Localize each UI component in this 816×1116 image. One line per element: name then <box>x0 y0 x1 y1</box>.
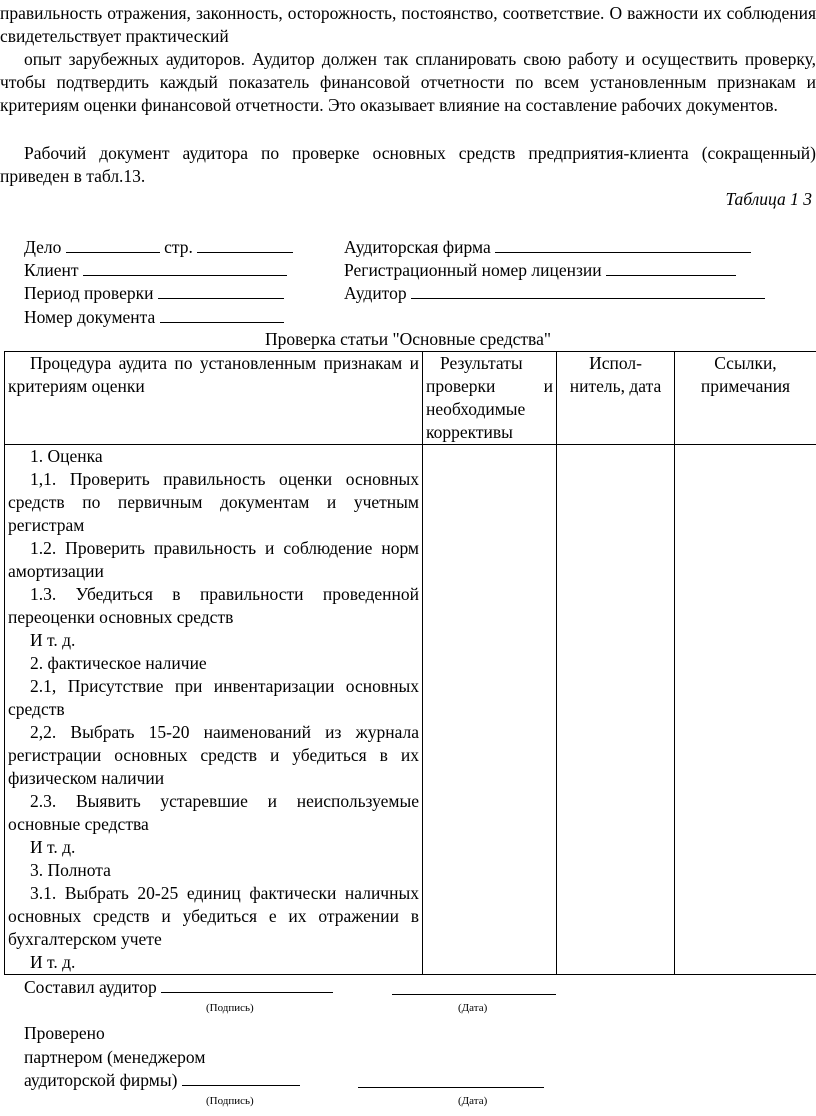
procedure-item: И т. д. <box>30 837 76 857</box>
table-title: Проверка статьи "Основные средства" <box>264 329 551 349</box>
checked-line-1: Проверено <box>24 1023 105 1043</box>
intro-paragraph-1: правильность отражения, законность, осторожность, постоянство, соответствие. О важности их соблюдения свидетельствует практический <box>0 3 816 46</box>
checked-signature-field[interactable] <box>182 1069 300 1086</box>
page-label: стр. <box>164 237 193 257</box>
compiled-by-row <box>24 976 333 999</box>
procedure-item: 3.1. Выбрать 20-25 единиц фактически наличных основных средств и убедиться е их отражении в бухгалтерском учете <box>8 883 419 949</box>
procedure-cell <box>5 445 423 975</box>
procedure-item: И т. д. <box>30 630 76 650</box>
form-row-firm <box>344 236 751 259</box>
form-row-period <box>24 282 284 305</box>
checked-date-field[interactable] <box>358 1071 544 1088</box>
table-caption: Таблица 1 3 <box>725 189 812 209</box>
procedure-item: 2.1, Присутствие при инвентаризации основных средств <box>8 676 419 719</box>
client-field[interactable] <box>83 259 287 276</box>
procedure-item: 2. фактическое наличие <box>30 653 207 673</box>
checked-signature-hint: (Подпись) <box>206 1095 254 1107</box>
header-references: Ссылки, примечания <box>675 352 816 445</box>
case-label: Дело <box>24 237 62 257</box>
form-row-auditor <box>344 282 765 305</box>
docnum-field[interactable] <box>160 306 284 323</box>
case-field[interactable] <box>66 236 160 253</box>
client-label: Клиент <box>24 260 79 280</box>
checked-row <box>24 1069 300 1092</box>
intro-paragraph-3: Рабочий документ аудитора по проверке основных средств предприятия-клиента (сокращенный) приведен в табл.13. <box>0 143 816 186</box>
header-procedure: Процедура аудита по установленным признакам и критериям оценки <box>5 352 423 445</box>
compiled-signature-field[interactable] <box>161 976 333 993</box>
compiled-signature-hint: (Подпись) <box>206 1002 254 1014</box>
page-field[interactable] <box>197 236 293 253</box>
firm-label: Аудиторская фирма <box>344 237 491 257</box>
results-cell[interactable] <box>423 445 557 975</box>
header-executor: Испол- нитель, дата <box>557 352 675 445</box>
license-field[interactable] <box>606 259 736 276</box>
auditor-label: Аудитор <box>344 283 407 303</box>
procedure-item: 3. Полнота <box>30 860 111 880</box>
table-header-row <box>5 352 816 445</box>
form-row-case <box>24 236 293 259</box>
license-label: Регистрационный номер лицензии <box>344 260 602 280</box>
compiled-date-field[interactable] <box>392 978 556 995</box>
procedure-item: 1.2. Проверить правильность и соблюдение норм амортизации <box>8 538 419 581</box>
firm-field[interactable] <box>495 236 751 253</box>
procedure-item: 1,1. Проверить правильность оценки основных средств по первичным документам и учетным регистрам <box>8 469 419 535</box>
procedure-item: 1. Оценка <box>30 446 103 466</box>
compiled-date-hint: (Дата) <box>458 1002 488 1014</box>
period-field[interactable] <box>158 282 284 299</box>
auditor-field[interactable] <box>411 282 765 299</box>
checked-date-hint: (Дата) <box>458 1095 488 1107</box>
references-cell[interactable] <box>675 445 816 975</box>
checked-line-3: аудиторской фирмы) <box>24 1070 178 1090</box>
table-row <box>5 445 816 975</box>
header-results: Результаты проверки и необходимые коррективы <box>423 352 557 445</box>
period-label: Период проверки <box>24 283 154 303</box>
procedure-item: И т. д. <box>30 952 76 972</box>
compiled-label: Составил аудитор <box>24 977 157 997</box>
docnum-label: Номер документа <box>24 307 156 327</box>
intro-paragraph-2: опыт зарубежных аудиторов. Аудитор должен так спланировать свою работу и осуществить проверку, чтобы подтвердить каждый показатель финансовой отчетности по всем установленным признакам и критериям оценки финансовой отчетности. Это оказывает влияние на составление рабочих документов. <box>0 49 816 115</box>
form-row-docnum <box>24 306 284 329</box>
audit-procedure-table <box>4 351 816 975</box>
checked-line-2: партнером (менеджером <box>24 1047 206 1067</box>
form-row-license <box>344 259 736 282</box>
form-row-client <box>24 259 287 282</box>
procedure-item: 2.3. Выявить устаревшие и неиспользуемые основные средства <box>8 791 419 834</box>
procedure-item: 2,2. Выбрать 15-20 наименований из журнала регистрации основных средств и убедиться в их физическом наличии <box>8 722 419 788</box>
procedure-item: 1.3. Убедиться в правильности проведенной переоценки основных средств <box>8 584 419 627</box>
executor-cell[interactable] <box>557 445 675 975</box>
